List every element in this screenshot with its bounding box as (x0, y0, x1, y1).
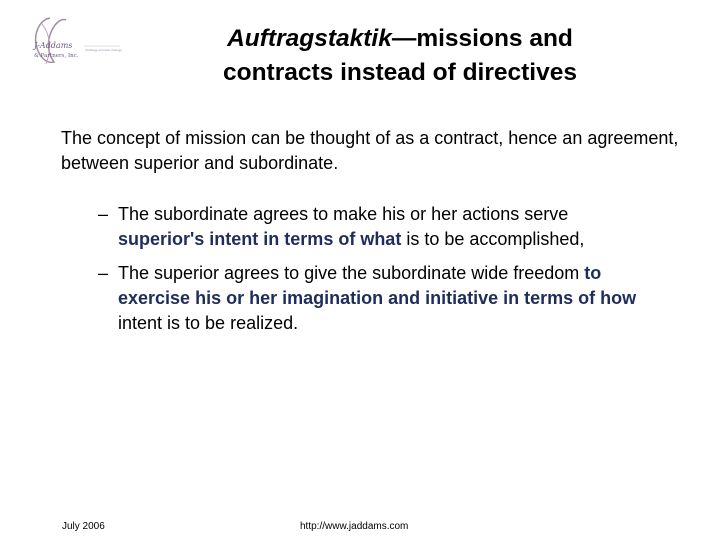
bullet-item (98, 202, 678, 252)
bullet-text: The subordinate agrees to make his or her actions serve (118, 204, 569, 224)
footer-date: July 2006 (62, 521, 105, 532)
svg-text:strategy·process·change: strategy·process·change (85, 48, 122, 52)
title-line2: contracts instead of directives (222, 59, 577, 86)
svg-text:& Partners, Inc.: & Partners, Inc. (34, 53, 79, 59)
svg-text:J-Addams: J-Addams (34, 41, 73, 50)
company-logo (22, 14, 122, 74)
bullet-text-end: is to be accomplished, (401, 229, 585, 249)
bullet-highlight: superior's intent in terms of what (118, 229, 402, 249)
logo-mark-icon (22, 14, 122, 74)
dash-bullet: – (98, 263, 109, 283)
bullet-text: The superior agrees to give the subordinate wide freedom (118, 263, 585, 283)
intro-paragraph: The concept of mission can be thought of as a contract, hence an agreement, between superior and subordinate. (61, 128, 679, 173)
title-line1-rest: —missions and (391, 25, 573, 52)
title-italic-term: Auftragstaktik (227, 25, 392, 52)
slide-title (180, 22, 620, 90)
footer-url: http://www.jaddams.com (300, 521, 409, 532)
bullet-highlight: to exercise his or her imagination and initiative in terms of how (118, 263, 637, 308)
bullet-item (98, 261, 678, 336)
dash-bullet: – (98, 204, 109, 224)
bullet-text-end: intent is to be realized. (118, 313, 299, 333)
